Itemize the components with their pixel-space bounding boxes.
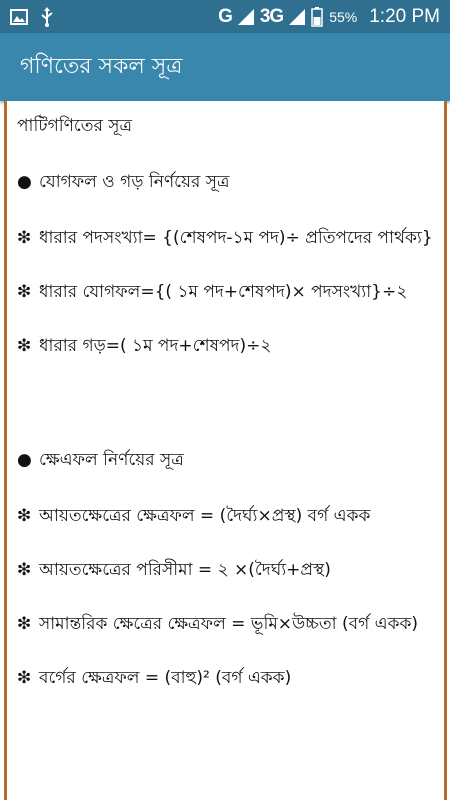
spacer — [17, 387, 436, 447]
formula-text: আয়তক্ষেত্রের ক্ষেত্রফল = (দৈর্ঘ্য×প্রস্থ) বর্গ একক — [39, 506, 371, 526]
formula-text: আয়তক্ষেত্রের পরিসীমা = ২ ×(দৈর্ঘ্য+প্রস্থ) — [39, 560, 331, 580]
battery-percent: 55% — [329, 8, 358, 25]
formula-text: ধারার পদসংখ্যা= {(শেষপদ-১ম পদ)÷ প্রতিপদের পার্থক্য} — [39, 228, 433, 248]
app-bar — [0, 33, 450, 101]
section-title-text: যোগফল ও গড় নির্ণয়ের সূত্র — [39, 172, 230, 192]
section-title-area — [17, 447, 436, 473]
sparkle-icon: ❇ — [17, 668, 32, 688]
sparkle-icon: ❇ — [17, 506, 32, 526]
status-icons-right — [218, 6, 440, 28]
formula-content[interactable] — [4, 101, 447, 800]
formula-item — [17, 665, 436, 691]
formula-item — [17, 557, 436, 583]
network-type-label-2: 3G — [259, 5, 284, 27]
sparkle-icon: ❇ — [17, 560, 32, 580]
section-title-text: ক্ষেএফল নির্ণয়ের সূত্র — [39, 450, 184, 470]
signal-icon — [238, 9, 254, 25]
formula-text: ধারার গড়=( ১ম পদ+শেষপদ)÷২ — [39, 336, 272, 356]
formula-item — [17, 611, 436, 637]
sparkle-icon: ❇ — [17, 614, 32, 634]
status-icons-left — [10, 7, 54, 27]
page-heading: পাটিগণিতের সূত্র — [17, 116, 132, 136]
section-title-sum-average — [17, 169, 436, 195]
app-title: গণিতের সকল সূত্র — [20, 53, 183, 79]
bullet-icon: ● — [17, 450, 32, 470]
formula-item — [17, 279, 436, 305]
battery-icon — [311, 7, 323, 27]
signal-icon-2 — [289, 9, 305, 25]
formula-item — [17, 503, 436, 529]
formula-text: বর্গের ক্ষেত্রফল = (বাহু)² (বর্গ একক) — [39, 668, 292, 688]
clock-time: 1:20 PM — [369, 5, 440, 27]
formula-item — [17, 225, 436, 251]
formula-item — [17, 333, 436, 359]
formula-text: ধারার যোগফল={( ১ম পদ+শেষপদ)× পদসংখ্যা}÷২ — [39, 282, 408, 302]
usb-icon — [40, 7, 54, 27]
formula-text: সামান্তরিক ক্ষেত্রের ক্ষেত্রফল = ভূমি×উচ্চতা (বর্গ একক) — [39, 614, 418, 634]
sparkle-icon: ❇ — [17, 228, 32, 248]
bullet-icon: ● — [17, 172, 32, 192]
network-type-label: G — [218, 5, 232, 27]
sparkle-icon: ❇ — [17, 336, 32, 356]
gallery-icon — [10, 9, 28, 25]
status-bar — [0, 0, 450, 33]
sparkle-icon: ❇ — [17, 282, 32, 302]
